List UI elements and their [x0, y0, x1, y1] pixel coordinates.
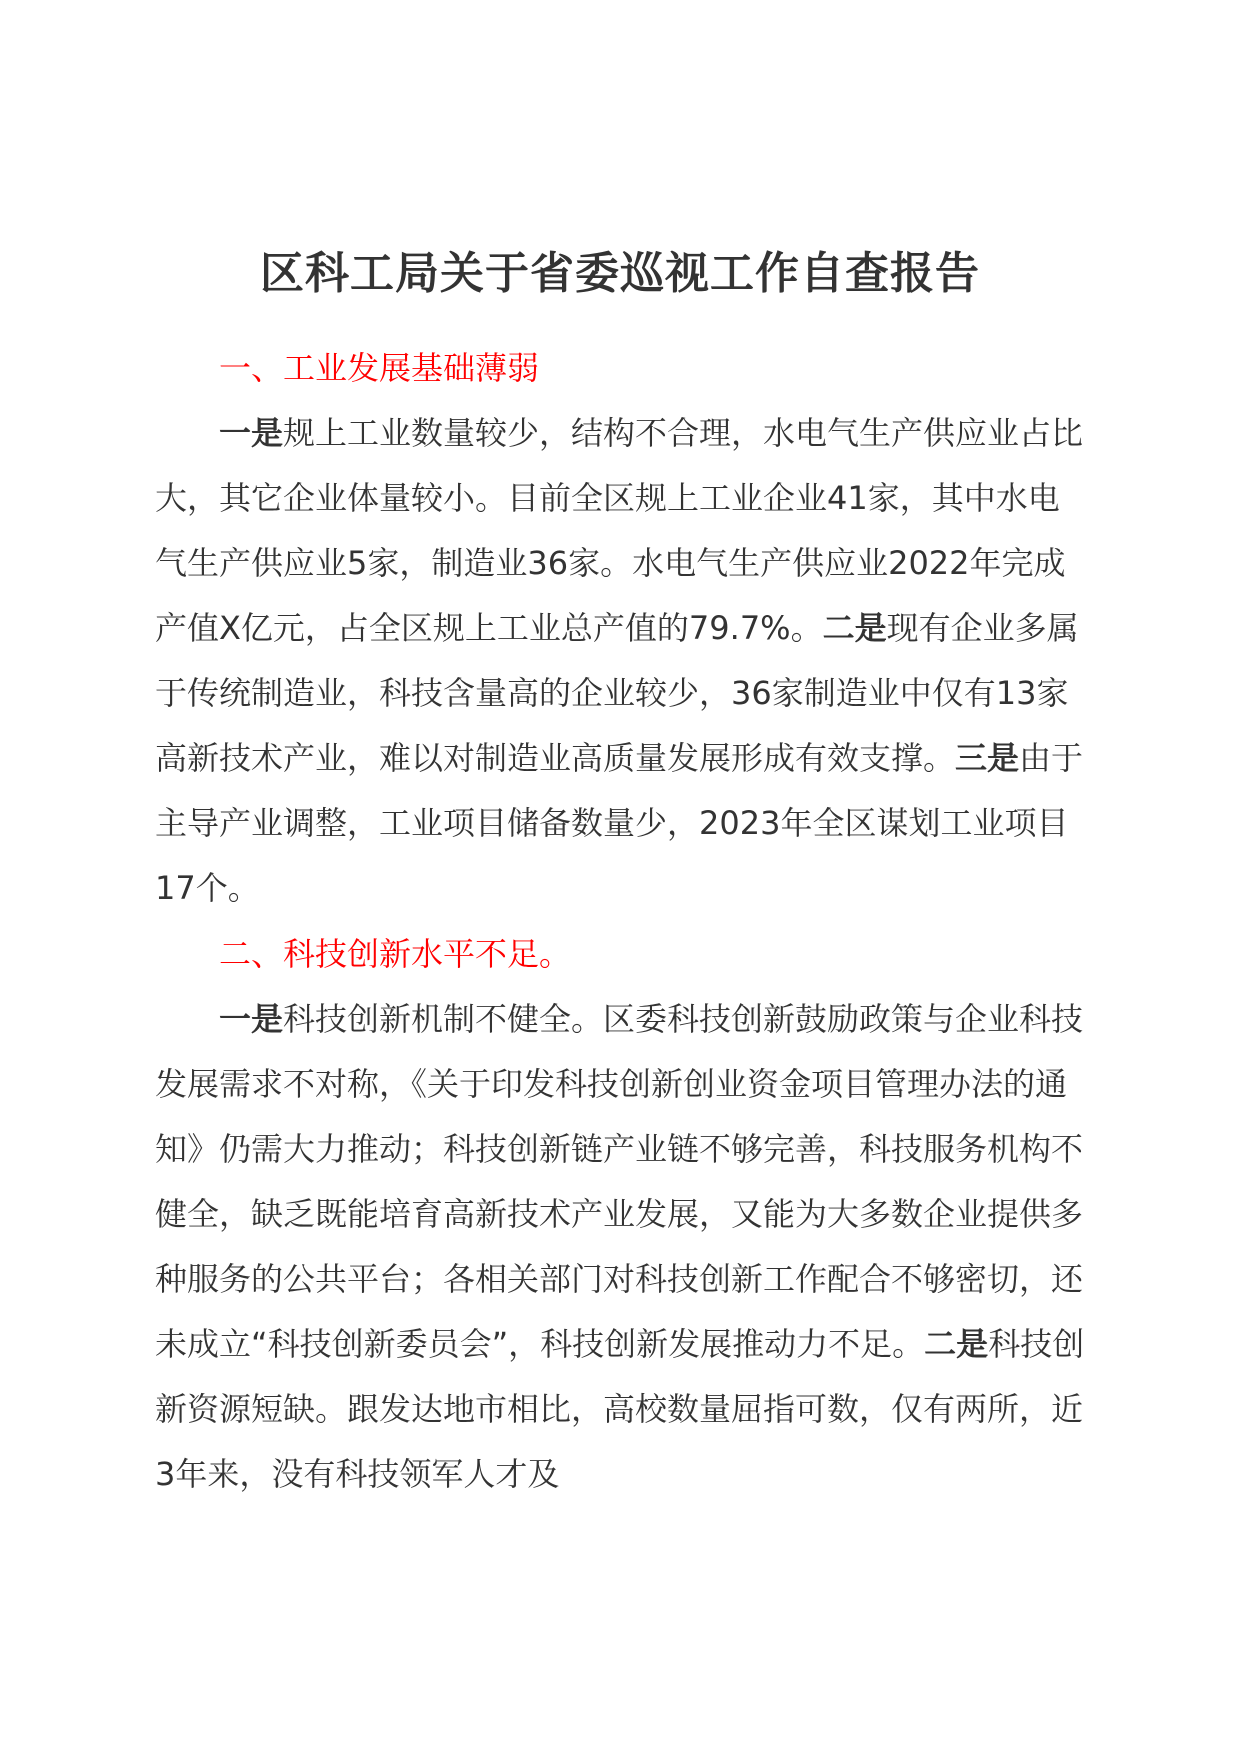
paragraph-text: 科技创新资源短缺。跟发达地市相比，高校数量屈指可数，仅有两所，近3年来，没有科技领军人才及 — [155, 1325, 1085, 1493]
paragraph-text: 现有企业多属于传统制造业，科技含量高的企业较少，36家制造业中仅有13家高新技术产业，难以对制造业高质量发展形成有效支撑。 — [155, 609, 1079, 777]
section-heading-2: 二、科技创新水平不足。 — [219, 935, 572, 973]
paragraph-text: 由于主导产业调整，工业项目储备数量少，2023年全区谋划工业项目17个。 — [155, 739, 1084, 907]
paragraph-text: 规上工业数量较少，结构不合理，水电气生产供应业占比大，其它企业体量较小。目前全区规上工业企业41家，其中水电气生产供应业5家，制造业36家。水电气生产供应业2022年完成产值X亿元，占全区规上工业总产值的79.7%。 — [155, 414, 1084, 647]
section-paragraph-1 — [155, 401, 1085, 921]
paragraph-text: 科技创新机制不健全。区委科技创新鼓励政策与企业科技发展需求不对称，《关于印发科技创新创业资金项目管理办法的通知》仍需大力推动；科技创新链产业链不够完善，科技服务机构不健全，缺乏既能培育高新技术产业发展，又能为大多数企业提供多种服务的公共平台；各相关部门对科技创新工作配合不够密切，还未成立“科技创新委员会”，科技创新发展推动力不足。 — [155, 1000, 1084, 1363]
paragraph-lead-marker: 一是 — [219, 414, 284, 452]
section-paragraph-2 — [155, 987, 1085, 1507]
document-title: 区科工局关于省委巡视工作自查报告 — [260, 248, 980, 299]
section-heading-1: 一、工业发展基础薄弱 — [219, 349, 540, 387]
paragraph-lead-marker: 二是 — [924, 1325, 989, 1363]
paragraph-lead-marker: 三是 — [955, 739, 1020, 777]
paragraph-lead-marker: 二是 — [822, 609, 887, 647]
paragraph-lead-marker: 一是 — [219, 1000, 284, 1038]
